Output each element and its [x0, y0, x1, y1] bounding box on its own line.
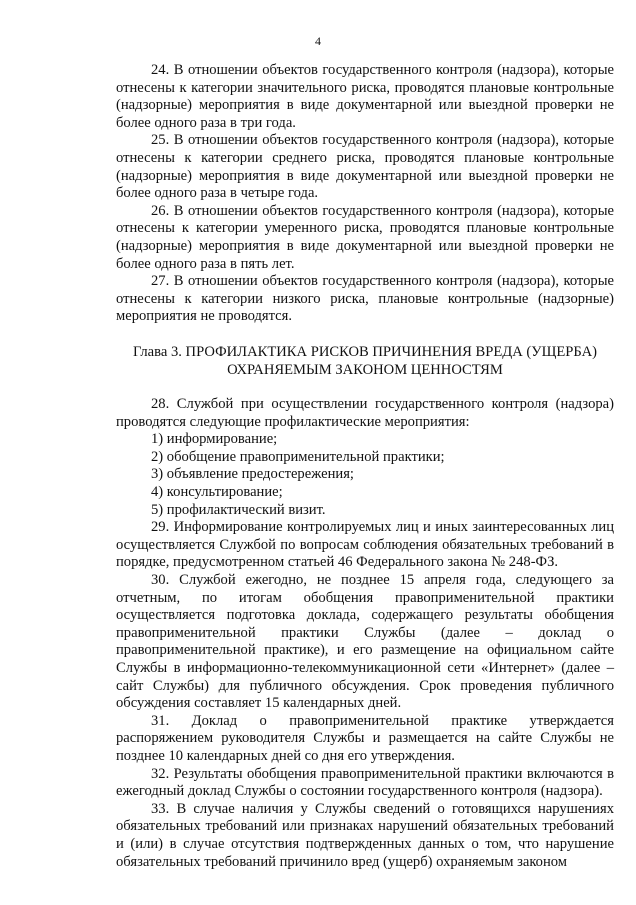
- paragraph-30: 30. Службой ежегодно, не позднее 15 апреля года, следующего за отчетным, по итогам обобщения правоприменительной практики осуществляется подготовка доклада, содержащего результаты обобщения правоприменительной практики Службы (далее – доклад о правоприменительной практике), и его размещение на официальном сайте Службы в информационно-телекоммуникационной сети «Интернет» (далее – сайт Службы) для публичного обсуждения. Срок проведения публичного обсуждения составляет 15 календарных дней.: [116, 572, 614, 712]
- measure-item-3: 3) объявление предостережения;: [151, 466, 354, 483]
- paragraph-29: 29. Информирование контролируемых лиц и иных заинтересованных лиц осуществляется Службой по вопросам соблюдения обязательных требований в порядке, предусмотренном статьей 46 Федерального закона № 248-ФЗ.: [116, 519, 614, 571]
- paragraph-33: 33. В случае наличия у Службы сведений о готовящихся нарушениях обязательных требований или признаках нарушений обязательных требований и (или) в случае отсутствия подтвержденных данных о том, что нарушение обязательных требований причинило вред (ущерб) охраняемым законом: [116, 800, 614, 870]
- paragraph-31: 31. Доклад о правоприменительной практике утверждается распоряжением руководителя Службы и размещается на сайте Службы не позднее 10 календарных дней со дня его утверждения.: [116, 712, 614, 764]
- measure-item-5: 5) профилактический визит.: [151, 501, 326, 518]
- paragraph-25: 25. В отношении объектов государственного контроля (надзора), которые отнесены к категории среднего риска, проводятся плановые контрольные (надзорные) мероприятия в виде документарной или выездной проверки не более одного раза в четыре года.: [116, 132, 614, 202]
- page-number: 4: [315, 34, 321, 48]
- measure-item-2: 2) обобщение правоприменительной практики;: [151, 448, 445, 465]
- chapter-heading: [116, 344, 614, 379]
- paragraph-32: 32. Результаты обобщения правоприменительной практики включаются в ежегодный доклад Службы о состоянии государственного контроля (надзора).: [116, 765, 614, 800]
- paragraph-28: 28. Службой при осуществлении государственного контроля (надзора) проводятся следующие профилактические мероприятия:: [116, 396, 614, 430]
- chapter-heading-line-2: ОХРАНЯЕМЫМ ЗАКОНОМ ЦЕННОСТЯМ: [227, 361, 503, 378]
- paragraph-24: 24. В отношении объектов государственного контроля (надзора), которые отнесены к категории значительного риска, проводятся плановые контрольные (надзорные) мероприятия в виде документарной или выездной проверки не более одного раза в три года.: [116, 62, 614, 131]
- paragraph-27: 27. В отношении объектов государственного контроля (надзора), которые отнесены к категории низкого риска, плановые контрольные (надзорные) мероприятия не проводятся.: [116, 273, 614, 325]
- document-body: [116, 62, 614, 871]
- measure-item-1: 1) информирование;: [151, 431, 278, 448]
- measure-item-4: 4) консультирование;: [151, 484, 283, 501]
- chapter-heading-line-1: Глава 3. ПРОФИЛАКТИКА РИСКОВ ПРИЧИНЕНИЯ ВРЕДА (УЩЕРБА): [133, 343, 597, 360]
- paragraph-26: 26. В отношении объектов государственного контроля (надзора), которые отнесены к категории умеренного риска, проводятся плановые контрольные (надзорные) мероприятия в виде документарной или выездной проверки не более одного раза в пять лет.: [116, 202, 614, 272]
